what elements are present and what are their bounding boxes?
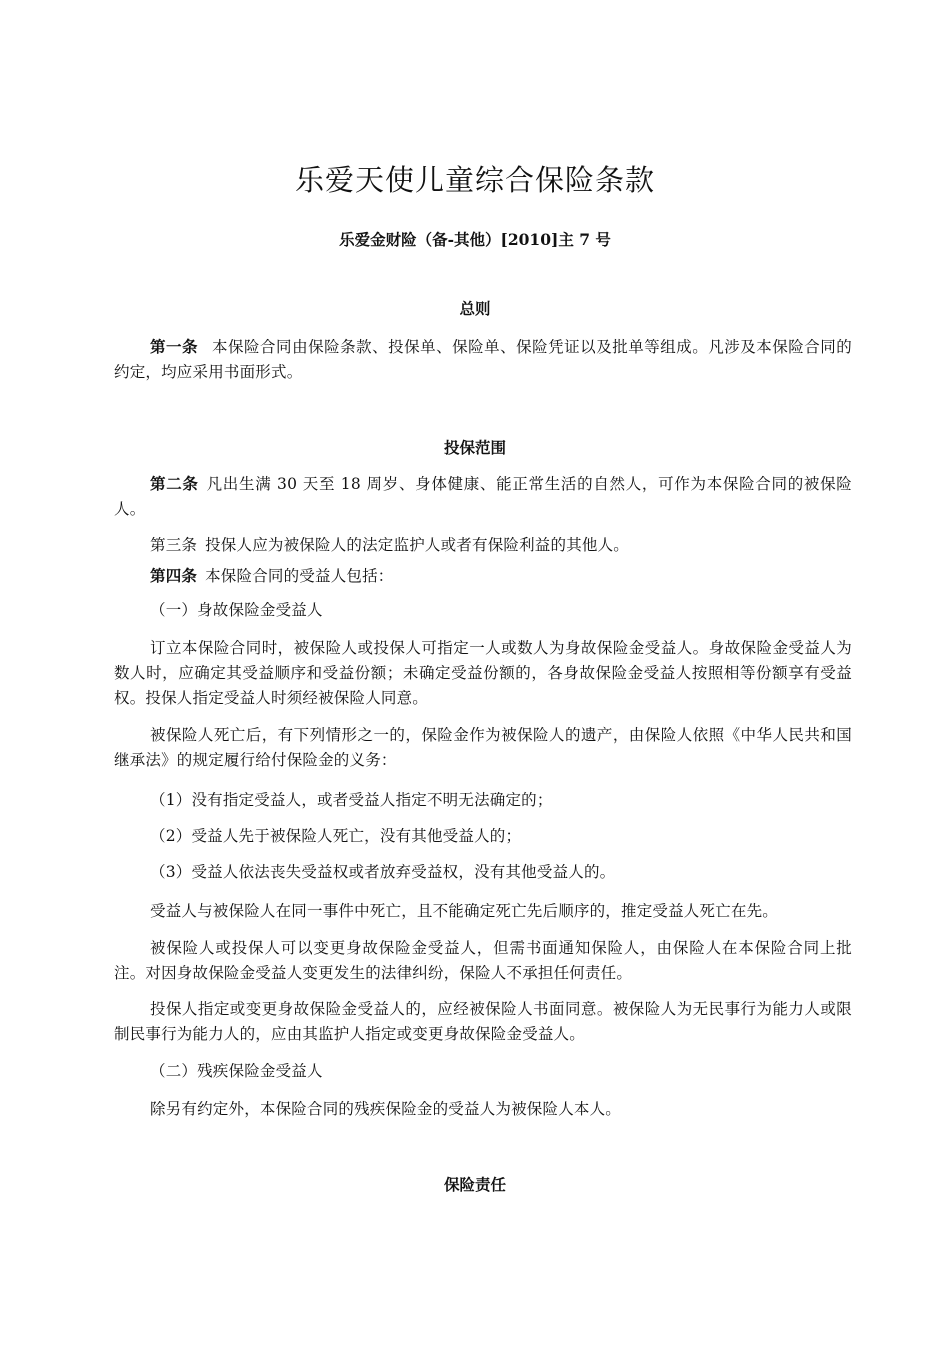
article-1-text: 本保险合同由保险条款、投保单、保险单、保险凭证以及批单等组成。凡涉及本保险合同的约定，均应采用书面形式。 — [114, 338, 852, 381]
article-4 — [114, 563, 852, 589]
article-2-label: 第二条 — [150, 474, 199, 493]
article-3 — [114, 533, 852, 558]
subheading-death-beneficiary: （一）身故保险金受益人 — [150, 601, 323, 619]
condition-1: （1）没有指定受益人，或者受益人指定不明无法确定的； — [150, 791, 553, 809]
article-4-label: 第四条 — [150, 566, 198, 585]
subheading-disability-beneficiary: （二）残疾保险金受益人 — [150, 1062, 323, 1080]
condition-2: （2）受益人先于被保险人死亡，没有其他受益人的； — [150, 827, 522, 845]
section-heading-liability: 保险责任 — [443, 1175, 506, 1194]
paragraph-disability: 除另有约定外，本保险合同的残疾保险金的受益人为被保险人本人。 — [150, 1100, 622, 1118]
paragraph-simultaneous-death: 受益人与被保险人在同一事件中死亡，且不能确定死亡先后顺序的，推定受益人死亡在先。 — [150, 902, 779, 920]
article-1 — [114, 334, 852, 385]
document-title: 乐爱天使儿童综合保险条款 — [294, 163, 655, 197]
article-4-text: 本保险合同的受益人包括： — [205, 567, 394, 585]
article-1-label: 第一条 — [150, 337, 199, 356]
section-heading-general: 总则 — [459, 299, 491, 318]
paragraph-change-beneficiary: 被保险人或投保人可以变更身故保险金受益人，但需书面通知保险人，由保险人在本保险合同上批注。对因身故保险金受益人变更发生的法律纠纷，保险人不承担任何责任。 — [114, 939, 852, 982]
article-2 — [114, 471, 852, 522]
paragraph-consent: 投保人指定或变更身故保险金受益人的，应经被保险人书面同意。被保险人为无民事行为能力人或限制民事行为能力人的，应由其监护人指定或变更身故保险金受益人。 — [114, 1000, 852, 1043]
paragraph-estate: 被保险人死亡后，有下列情形之一的，保险金作为被保险人的遗产，由保险人依照《中华人民共和国继承法》的规定履行给付保险金的义务： — [114, 726, 852, 769]
article-2-text: 凡出生满 30 天至 18 周岁、身体健康、能正常生活的自然人，可作为本保险合同的被保险人。 — [114, 475, 852, 518]
article-3-label: 第三条 — [150, 536, 198, 554]
paragraph-designation: 订立本保险合同时，被保险人或投保人可指定一人或数人为身故保险金受益人。身故保险金受益人为数人时，应确定其受益顺序和受益份额；未确定受益份额的，各身故保险金受益人按照相等份额享有受益权。投保人指定受益人时须经被保险人同意。 — [114, 639, 852, 707]
article-3-text: 投保人应为被保险人的法定监护人或者有保险利益的其他人。 — [205, 536, 630, 554]
document-number: 乐爱金财险（备-其他）[2010]主 7 号 — [339, 230, 611, 249]
condition-3: （3）受益人依法丧失受益权或者放弃受益权，没有其他受益人的。 — [150, 863, 616, 881]
section-heading-scope: 投保范围 — [443, 438, 506, 457]
